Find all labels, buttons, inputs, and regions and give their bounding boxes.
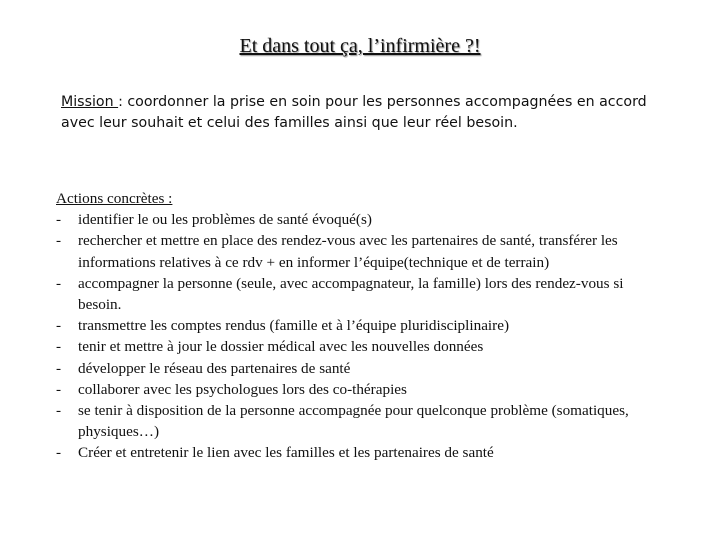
slide-title: Et dans tout ça, l’infirmière ?! (239, 35, 481, 57)
bullet-dash: - (56, 338, 62, 356)
actions-section (56, 188, 696, 464)
action-item-text: transmettre les comptes rendus (famille et à l’équipe pluridisciplinaire) (78, 317, 510, 335)
action-item (56, 400, 696, 442)
action-item (56, 230, 696, 272)
bullet-dash: - (56, 380, 62, 398)
bullet-dash: - (56, 317, 62, 335)
bullet-dash: - (56, 274, 62, 292)
action-item (56, 358, 696, 379)
action-item-text: se tenir à disposition de la personne accompagnée pour quelconque problème (somatiques, physiques…) (78, 402, 629, 441)
bullet-dash: - (56, 402, 62, 420)
action-item-text: accompagner la personne (seule, avec accompagnateur, la famille) lors des rendez-vous si besoin. (78, 274, 624, 314)
bullet-dash: - (56, 211, 62, 229)
bullet-dash: - (56, 444, 62, 462)
action-item (56, 336, 696, 357)
mission-label: Mission (61, 94, 119, 110)
action-item-text: tenir et mettre à jour le dossier médical avec les nouvelles données (78, 338, 484, 356)
action-item-text: identifier le ou les problèmes de santé évoqué(s) (78, 211, 372, 229)
action-item (56, 209, 696, 230)
action-item (56, 273, 696, 315)
action-list (56, 209, 696, 463)
bullet-dash: - (56, 359, 62, 377)
action-item (56, 379, 696, 400)
action-item (56, 442, 696, 463)
action-item (56, 315, 696, 336)
mission-paragraph (61, 92, 661, 134)
mission-text: : coordonner la prise en soin pour les personnes accompagnées en accord avec leur souhait et celui des familles ainsi que leur réel besoin. (61, 94, 647, 131)
action-item-text: Créer et entretenir le lien avec les familles et les partenaires de santé (78, 444, 494, 462)
action-item-text: développer le réseau des partenaires de santé (78, 359, 351, 377)
bullet-dash: - (56, 232, 62, 250)
action-item-text: rechercher et mettre en place des rendez-vous avec les partenaires de santé, transférer les informations relatives à ce rdv + en informer l’équipe(technique et de terrain) (78, 232, 618, 271)
action-item-text: collaborer avec les psychologues lors des co-thérapies (78, 380, 407, 398)
actions-heading: Actions concrètes : (56, 190, 173, 207)
